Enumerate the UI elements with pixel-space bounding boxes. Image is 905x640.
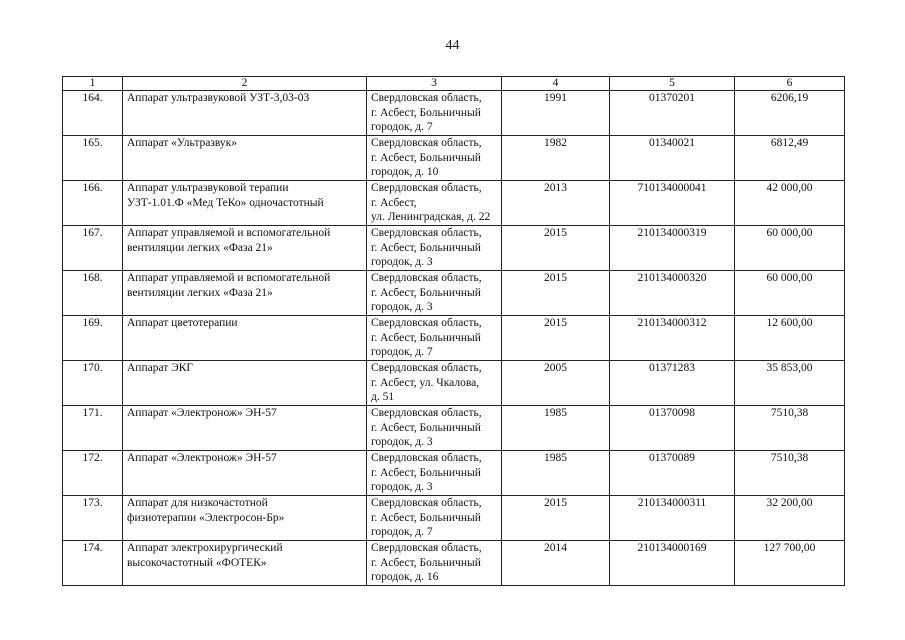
address-line: городок, д. 7 [371,346,433,358]
column-header: 6 [735,77,845,91]
address-line: Свердловская область, [371,362,482,374]
address-line: д. 51 [371,391,395,403]
cost-cell: 7510,38 [735,451,845,496]
row-number-cell: 172. [63,451,123,496]
table-row [63,496,845,541]
inventory-number-cell: 210134000312 [610,316,735,361]
table-row [63,181,845,226]
equipment-name-cell [123,406,367,451]
table-row [63,226,845,271]
address-line: городок, д. 3 [371,301,433,313]
address-cell [367,136,502,181]
inventory-number-cell: 01370201 [610,91,735,136]
address-line: Свердловская область, [371,182,482,194]
equipment-name-cell [123,271,367,316]
inventory-number-cell: 01371283 [610,361,735,406]
inventory-number-cell: 210134000169 [610,541,735,586]
cost-cell: 6812,49 [735,136,845,181]
column-header: 4 [502,77,610,91]
address-line: Свердловская область, [371,92,482,104]
address-line: городок, д. 7 [371,526,433,538]
cost-cell: 35 853,00 [735,361,845,406]
address-line: Свердловская область, [371,272,482,284]
page-number: 44 [445,38,460,53]
address-line: Свердловская область, [371,497,482,509]
cost-cell: 127 700,00 [735,541,845,586]
table-row [63,541,845,586]
address-cell [367,181,502,226]
row-number-cell: 173. [63,496,123,541]
address-line: городок, д. 3 [371,436,433,448]
year-cell: 1982 [502,136,610,181]
year-cell: 1985 [502,406,610,451]
table-row [63,91,845,136]
table-row [63,451,845,496]
equipment-name-line: Аппарат управляемой и вспомогательной [127,272,331,284]
inventory-number-cell: 01340021 [610,136,735,181]
address-line: Свердловская область, [371,542,482,554]
equipment-name-line: Аппарат «Электронож» ЭН-57 [127,452,277,464]
equipment-name-cell [123,496,367,541]
address-cell [367,91,502,136]
table-row [63,271,845,316]
address-line: г. Асбест, Больничный [371,106,481,119]
equipment-name-line: УЗТ-1.01.Ф «Мед ТеКо» одночастотный [127,196,324,209]
year-cell: 1991 [502,91,610,136]
address-line: г. Асбест, ул. Чкалова, [371,376,480,389]
table-body [63,91,845,586]
equipment-name-cell [123,361,367,406]
equipment-name-cell [123,451,367,496]
equipment-name-line: Аппарат электрохирургический [127,542,283,554]
cost-cell: 7510,38 [735,406,845,451]
address-line: Свердловская область, [371,317,482,329]
row-number-cell: 174. [63,541,123,586]
row-number-cell: 171. [63,406,123,451]
cost-cell: 12 600,00 [735,316,845,361]
year-cell: 1985 [502,451,610,496]
equipment-name-line: высокочастотный «ФОТЕК» [127,556,267,569]
address-line: г. Асбест, Больничный [371,331,481,344]
address-line: г. Асбест, Больничный [371,556,481,569]
equipment-name-cell [123,91,367,136]
address-line: г. Асбест, Больничный [371,511,481,524]
equipment-name-line: Аппарат цветотерапии [127,317,238,329]
address-line: г. Асбест, [371,196,417,209]
address-line: г. Асбест, Больничный [371,286,481,299]
address-line: Свердловская область, [371,227,482,239]
column-header: 3 [367,77,502,91]
equipment-table [62,76,845,586]
row-number-cell: 169. [63,316,123,361]
address-cell [367,541,502,586]
year-cell: 2013 [502,181,610,226]
equipment-name-line: Аппарат ультразвуковой УЗТ-3,03-03 [127,92,310,104]
row-number-cell: 168. [63,271,123,316]
equipment-name-cell [123,181,367,226]
address-cell [367,451,502,496]
row-number-cell: 170. [63,361,123,406]
equipment-name-line: Аппарат ЭКГ [127,362,194,374]
equipment-name-cell [123,316,367,361]
table-row [63,316,845,361]
address-line: городок, д. 16 [371,571,439,583]
year-cell: 2005 [502,361,610,406]
inventory-number-cell: 710134000041 [610,181,735,226]
address-line: городок, д. 3 [371,481,433,493]
year-cell: 2015 [502,496,610,541]
inventory-number-cell: 01370098 [610,406,735,451]
equipment-name-cell [123,541,367,586]
equipment-name-line: Аппарат «Ультразвук» [127,137,238,149]
table-header-row [63,77,845,91]
cost-cell: 42 000,00 [735,181,845,226]
address-line: г. Асбест, Больничный [371,241,481,254]
equipment-name-line: вентиляции легких «Фаза 21» [127,286,273,299]
equipment-name-line: Аппарат «Электронож» ЭН-57 [127,407,277,419]
cost-cell: 32 200,00 [735,496,845,541]
table-row [63,136,845,181]
address-cell [367,316,502,361]
year-cell: 2015 [502,316,610,361]
address-line: г. Асбест, Больничный [371,421,481,434]
row-number-cell: 166. [63,181,123,226]
year-cell: 2015 [502,271,610,316]
address-cell [367,406,502,451]
address-line: г. Асбест, Больничный [371,151,481,164]
equipment-name-line: Аппарат управляемой и вспомогательной [127,227,331,239]
address-cell [367,271,502,316]
equipment-name-line: Аппарат ультразвуковой терапии [127,182,289,194]
inventory-number-cell: 210134000319 [610,226,735,271]
inventory-number-cell: 01370089 [610,451,735,496]
equipment-name-cell [123,136,367,181]
table-row [63,361,845,406]
cost-cell: 6206,19 [735,91,845,136]
equipment-name-cell [123,226,367,271]
row-number-cell: 164. [63,91,123,136]
equipment-name-line: вентиляции легких «Фаза 21» [127,241,273,254]
address-cell [367,496,502,541]
address-line: городок, д. 10 [371,166,439,178]
address-line: г. Асбест, Больничный [371,466,481,479]
column-header: 2 [123,77,367,91]
year-cell: 2014 [502,541,610,586]
table-row [63,406,845,451]
address-line: городок, д. 7 [371,121,433,133]
address-cell [367,226,502,271]
address-line: городок, д. 3 [371,256,433,268]
equipment-name-line: Аппарат для низкочастотной [127,497,268,509]
address-line: Свердловская область, [371,452,482,464]
cost-cell: 60 000,00 [735,226,845,271]
address-line: ул. Ленинградская, д. 22 [371,211,491,223]
row-number-cell: 165. [63,136,123,181]
column-header: 1 [63,77,123,91]
equipment-name-line: физиотерапии «Электросон-Бр» [127,511,285,524]
inventory-number-cell: 210134000311 [610,496,735,541]
address-line: Свердловская область, [371,407,482,419]
inventory-number-cell: 210134000320 [610,271,735,316]
year-cell: 2015 [502,226,610,271]
cost-cell: 60 000,00 [735,271,845,316]
address-line: Свердловская область, [371,137,482,149]
row-number-cell: 167. [63,226,123,271]
address-cell [367,361,502,406]
column-header: 5 [610,77,735,91]
